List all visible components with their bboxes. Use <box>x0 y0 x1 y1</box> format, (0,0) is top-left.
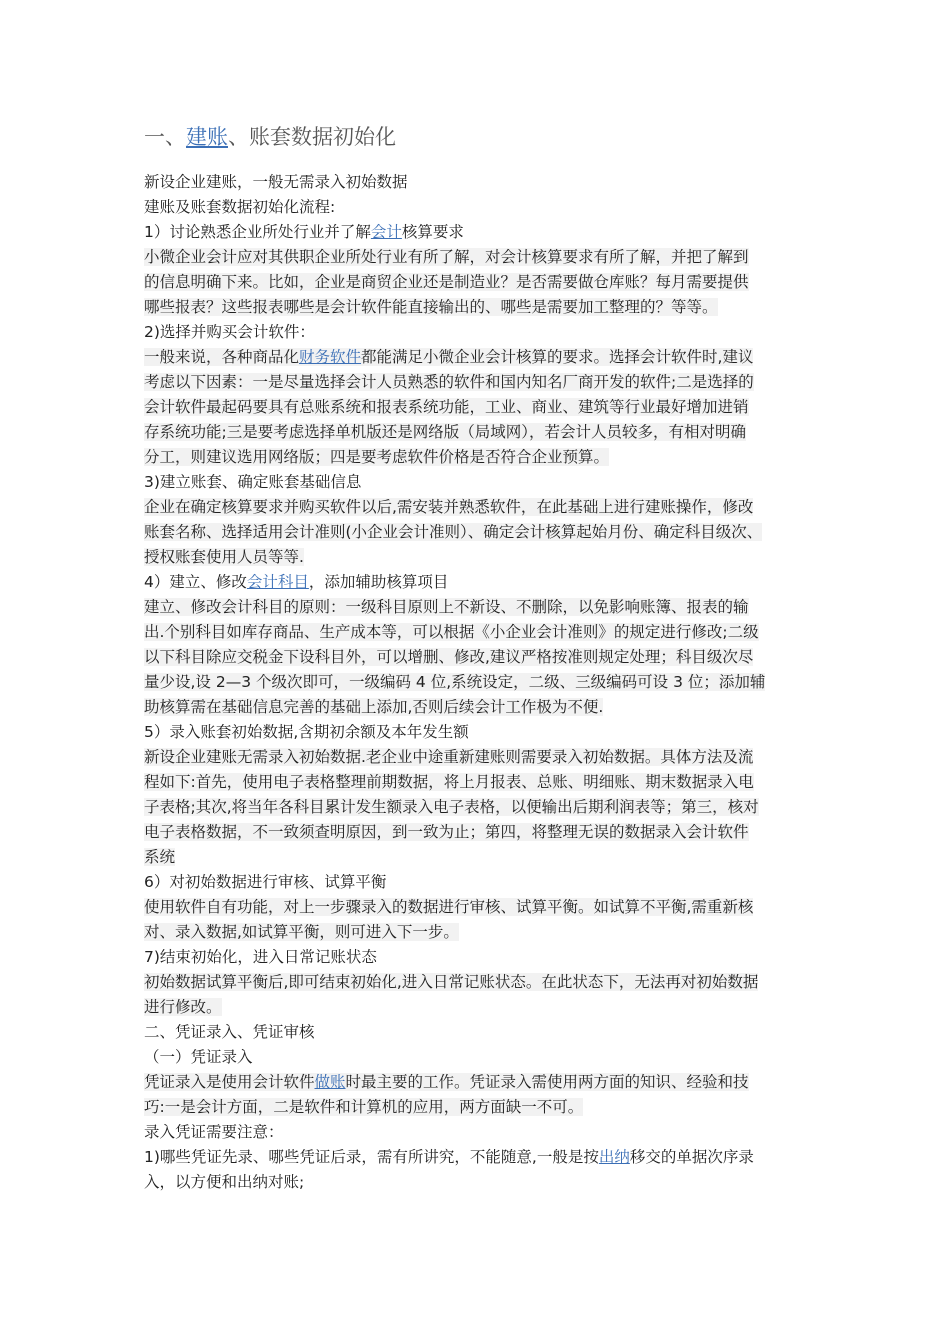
inline-link[interactable]: 做账 <box>314 1073 346 1091</box>
line-text: （一）凭证录入 <box>144 1048 253 1066</box>
text-line <box>144 770 824 795</box>
text-line <box>144 970 824 995</box>
text-line <box>144 845 824 870</box>
line-text: 量少设,设 2—3 个级次即可，一级编码 4 位,系统设定，二级、三级编码可设 3 位；添加辅 <box>144 673 766 691</box>
heading-suffix: 、账套数据初始化 <box>228 125 396 149</box>
text-line <box>144 370 824 395</box>
line-text: 对、录入数据,如试算平衡，则可进入下一步。 <box>144 923 459 941</box>
line-text-after-link: 核算要求 <box>401 223 464 241</box>
line-text: 初始数据试算平衡后,即可结束初始化,进入日常记账状态。在此状态下，无法再对初始数据 <box>144 973 759 991</box>
text-line <box>144 395 824 420</box>
text-line <box>144 1170 824 1195</box>
text-line <box>144 795 824 820</box>
text-line <box>144 645 824 670</box>
line-text <box>144 1148 754 1166</box>
text-line <box>144 920 824 945</box>
text-line <box>144 895 824 920</box>
text-line <box>144 445 824 470</box>
line-text: 新设企业建账，一般无需录入初始数据 <box>144 173 408 191</box>
text-line <box>144 1095 824 1120</box>
text-line <box>144 1145 824 1170</box>
text-line <box>144 820 824 845</box>
line-text: 新设企业建账无需录入初始数据.老企业中途重新建账则需要录入初始数据。具体方法及流 <box>144 748 754 766</box>
line-text-before-link: 一般来说，各种商品化 <box>144 348 300 366</box>
text-line <box>144 345 824 370</box>
inline-link[interactable]: 会计科目 <box>246 573 309 591</box>
line-text-after-link: 都能满足小微企业会计核算的要求。选择会计软件时,建议 <box>361 348 754 366</box>
section-heading <box>144 122 396 152</box>
line-text: 入，以方便和出纳对账; <box>144 1173 305 1191</box>
text-line <box>144 170 824 195</box>
line-text <box>144 348 753 366</box>
text-line <box>144 570 824 595</box>
line-text: 授权账套使用人员等等. <box>144 548 304 566</box>
line-text <box>144 573 448 591</box>
line-text: 录入凭证需要注意： <box>144 1123 284 1141</box>
line-text: 考虑以下因素：一是尽量选择会计人员熟悉的软件和国内知名厂商开发的软件;二是选择的 <box>144 373 754 391</box>
text-line <box>144 1070 824 1095</box>
line-text-before-link: 凭证录入是使用会计软件 <box>144 1073 315 1091</box>
text-line <box>144 1120 824 1145</box>
text-line <box>144 270 824 295</box>
line-text: 以下科目除应交税金下设科目外，可以增删、修改,建议严格按准则规定处理；科目级次尽 <box>144 648 754 666</box>
line-text-before-link: 1）讨论熟悉企业所处行业并了解 <box>144 223 371 241</box>
line-text: 二、凭证录入、凭证审核 <box>144 1023 315 1041</box>
text-line <box>144 295 824 320</box>
text-line <box>144 695 824 720</box>
line-text: 助核算需在基础信息完善的基础上添加,否则后续会计工作极为不便. <box>144 698 604 716</box>
line-text: 程如下:首先，使用电子表格整理前期数据，将上月报表、总账、明细账、期末数据录入电 <box>144 773 754 791</box>
line-text: 建账及账套数据初始化流程: <box>144 198 336 216</box>
line-text-after-link: 时最主要的工作。凭证录入需使用两方面的知识、经验和技 <box>345 1073 749 1091</box>
line-text: 3)建立账套、确定账套基础信息 <box>144 473 362 491</box>
line-text: 会计软件最起码要具有总账系统和报表系统功能，工业、商业、建筑等行业最好增加进销 <box>144 398 749 416</box>
text-line <box>144 245 824 270</box>
line-text-after-link: ，添加辅助核算项目 <box>308 573 449 591</box>
line-text: 电子表格数据，不一致须查明原因，到一致为止；第四，将整理无误的数据录入会计软件 <box>144 823 749 841</box>
line-text: 账套名称、选择适用会计准则(小企业会计准则）、确定会计核算起始月份、确定科目级次、 <box>144 523 763 541</box>
heading-prefix: 一、 <box>144 125 186 149</box>
inline-link[interactable]: 会计 <box>370 223 402 241</box>
line-text: 企业在确定核算要求并购买软件以后,需安装并熟悉软件，在此基础上进行建账操作，修改 <box>144 498 754 516</box>
heading-link[interactable]: 建账 <box>186 125 228 149</box>
line-text-before-link: 4）建立、修改 <box>144 573 247 591</box>
text-line <box>144 870 824 895</box>
text-line <box>144 720 824 745</box>
text-line <box>144 595 824 620</box>
inline-link[interactable]: 财务软件 <box>299 348 362 366</box>
line-text: 巧:一是会计方面，二是软件和计算机的应用，两方面缺一不可。 <box>144 1098 584 1116</box>
text-line <box>144 945 824 970</box>
line-text: 进行修改。 <box>144 998 222 1016</box>
line-text: 5）录入账套初始数据,含期初余额及本年发生额 <box>144 723 469 741</box>
document-body <box>144 170 824 1195</box>
line-text: 建立、修改会计科目的原则：一级科目原则上不新设、不删除，以免影响账簿、报表的输 <box>144 598 749 616</box>
line-text: 6）对初始数据进行审核、试算平衡 <box>144 873 387 891</box>
text-line <box>144 195 824 220</box>
line-text: 存系统功能;三是要考虑选择单机版还是网络版（局域网），若会计人员较多，有相对明确 <box>144 423 746 441</box>
text-line <box>144 220 824 245</box>
inline-link[interactable]: 出纳 <box>598 1148 630 1166</box>
line-text: 系统 <box>144 848 176 866</box>
line-text: 使用软件自有功能，对上一步骤录入的数据进行审核、试算平衡。如试算不平衡,需重新核 <box>144 898 754 916</box>
text-line <box>144 495 824 520</box>
line-text: 7)结束初始化，进入日常记账状态 <box>144 948 377 966</box>
text-line <box>144 1020 824 1045</box>
text-line <box>144 620 824 645</box>
text-line <box>144 1045 824 1070</box>
text-line <box>144 670 824 695</box>
line-text: 哪些报表？这些报表哪些是会计软件能直接输出的、哪些是需要加工整理的？等等。 <box>144 298 718 316</box>
text-line <box>144 320 824 345</box>
text-line <box>144 420 824 445</box>
line-text: 子表格;其次,将当年各科目累计发生额录入电子表格，以便输出后期利润表等；第三，核对 <box>144 798 759 816</box>
line-text: 小微企业会计应对其供职企业所处行业有所了解，对会计核算要求有所了解，并把了解到 <box>144 248 749 266</box>
line-text: 分工，则建议选用网络版；四是要考虑软件价格是否符合企业预算。 <box>144 448 610 466</box>
line-text: 2)选择并购买会计软件： <box>144 323 315 341</box>
line-text: 出.个别科目如库存商品、生产成本等，可以根据《小企业会计准则》的规定进行修改;二级 <box>144 623 759 641</box>
text-line <box>144 470 824 495</box>
text-line <box>144 545 824 570</box>
line-text <box>144 1073 749 1091</box>
line-text-before-link: 1)哪些凭证先录、哪些凭证后录，需有所讲究，不能随意,一般是按 <box>144 1148 599 1166</box>
text-line <box>144 745 824 770</box>
line-text-after-link: 移交的单据次序录 <box>629 1148 754 1166</box>
line-text: 的信息明确下来。比如，企业是商贸企业还是制造业？是否需要做仓库账？每月需要提供 <box>144 273 749 291</box>
text-line <box>144 995 824 1020</box>
line-text <box>144 223 464 241</box>
text-line <box>144 520 824 545</box>
